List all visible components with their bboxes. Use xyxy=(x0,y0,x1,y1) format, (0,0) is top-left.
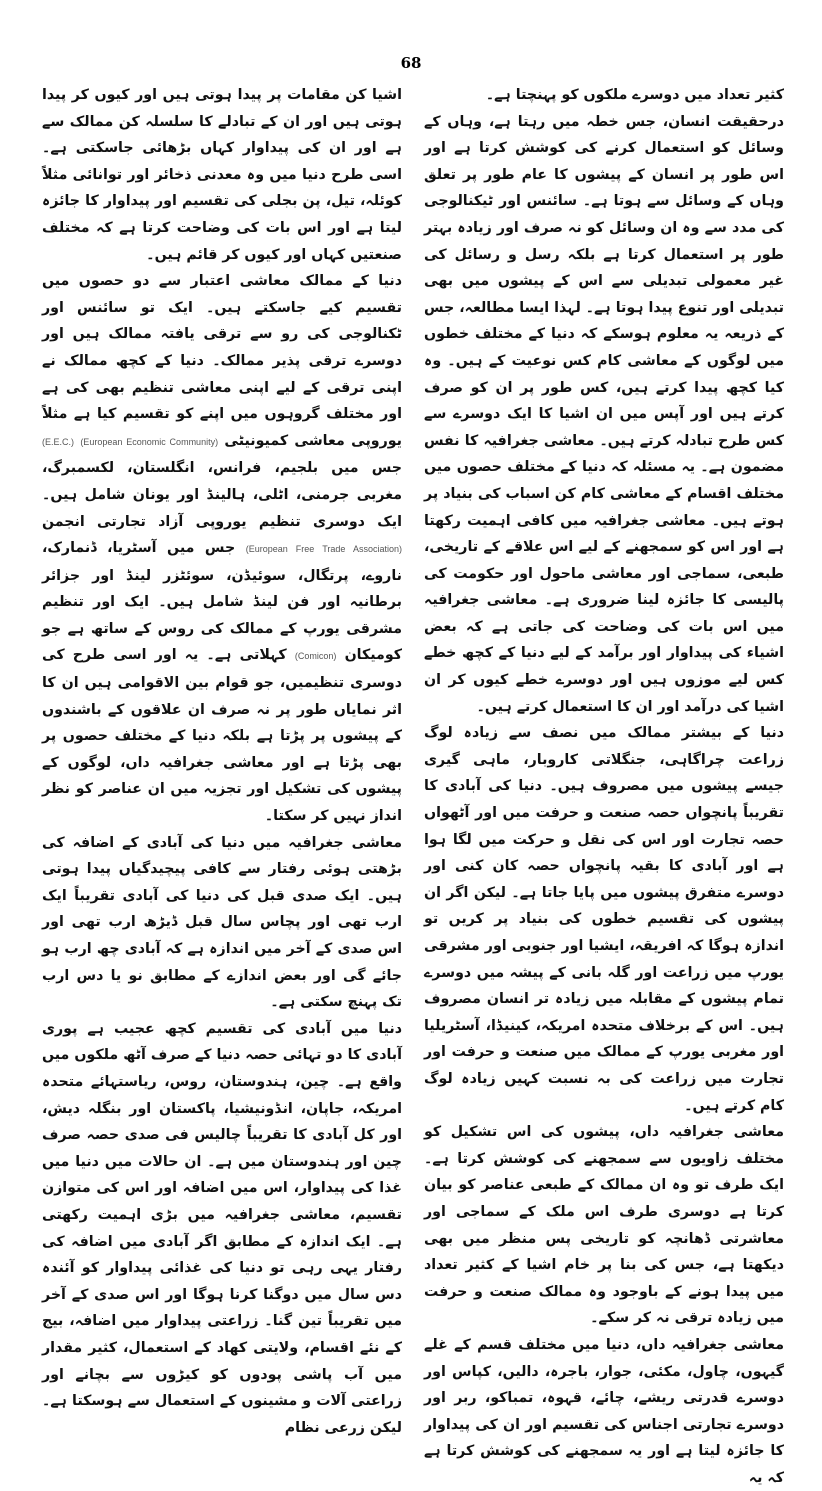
eec-full-name: (European Economic Community) xyxy=(80,436,219,447)
paragraph xyxy=(42,268,402,829)
paragraph: معاشی جغرافیہ داں، دنیا میں مختلف قسم کے غلے گیہوں، چاول، مکئی، جوار، باجرہ، دالیں، کپاس اور دوسرے قدرتی ریشے، چائے، قہوہ، تمباکو، ربر اور دوسرے تجارتی اجناس کی تقسیم اور ان کی پیداوار کا جائزہ لیتا ہے اور یہ سمجھنے کی کوشش کرتا ہے کہ یہ xyxy=(424,1336,784,1486)
paragraph-text: جس میں بلجیم، فرانس، انگلستان، لکسمبرگ، مغربی جرمنی، اٹلی، ہالینڈ اور یونان شامل ہیں۔ ایک دوسری تنظیم یوروپی آزاد تجارتی انجمن xyxy=(42,460,402,530)
paragraph: معاشی جغرافیہ داں، پیشوں کی اس تشکیل کو مختلف زاویوں سے سمجھنے کی کوشش کرتا ہے۔ ایک طرف تو وہ ان ممالک کے طبعی عناصر کو بیان کرتا ہے دوسری طرف اس ملک کے سماجی اور معاشرتی ڈھانچہ کو تاریخی پس منظر میں بھی دیکھتا ہے، جس کی بنا پر خام اشیا کے کثیر تعداد میں پیدا ہونے کے باوجود وہ ممالک صنعت و حرفت میں زیادہ ترقی نہ کر سکے۔ xyxy=(424,1124,784,1327)
paragraph: درحقیقت انسان، جس خطہ میں رہتا ہے، وہاں کے وسائل کو استعمال کرنے کی کوشش کرتا ہے اور اس طور پر انسان کے پیشوں کا عام طور پر تعلق وہاں کے وسائل سے ہوتا ہے۔ سائنس اور ٹیکنالوجی کی مدد سے وہ ان وسائل کو نہ صرف اور زیادہ بہتر طور پر استعمال کرتا ہے بلکہ رسل و رسائل کی غیر معمولی تبدیلی سے اس کے پیشوں میں بھی تبدیلی اور تنوع پیدا ہوتا ہے۔ لہذا ایسا مطالعہ، جس کے ذریعہ یہ معلوم ہوسکے کہ دنیا کے مختلف خطوں میں لوگوں کے معاشی کام کس نوعیت کے ہیں۔ وہ کیا کچھ پیدا کرتے ہیں، کس طور پر ان کو صرف کرتے ہیں اور آپس میں ان اشیا کا ایک دوسرے سے کس طرح تبادلہ کرتے ہیں۔ معاشی جغرافیہ کا نفس مضمون ہے۔ یہ مسئلہ کہ دنیا کے مختلف حصوں میں مختلف اقسام کے معاشی کام کن اسباب کی بنیاد پر ہوتے ہیں۔ معاشی جغرافیہ میں کافی اہمیت رکھتا ہے اور اس کو سمجھنے کے لیے اس علاقے کے تاریخی، طبعی، سماجی اور معاشی ماحول اور حکومت کی پالیسی کا جائزہ لینا ضروری ہے۔ معاشی جغرافیہ میں اس بات کی وضاحت کی جاتی ہے کہ بعض اشیاء کی پیداوار اور برآمد کے لیے دنیا کے کچھ خطے کس لیے موزوں ہیں اور دوسرے خطے کیوں کر ان اشیا کی درآمد اور ان کا استعمال کرتے ہیں۔ xyxy=(424,113,784,715)
paragraph: دنیا کے بیشتر ممالک میں نصف سے زیادہ لوگ زراعت چراگاہی، جنگلاتی کاروبار، ماہی گیری جیسے پیشوں میں مصروف ہیں۔ دنیا کی آبادی کا تقریباً پانچواں حصہ صنعت و حرفت میں اور آٹھواں حصہ تجارت اور اس کی نقل و حرکت میں لگا ہوا ہے اور آبادی کا بقیہ پانچواں حصہ کان کنی اور دوسرے متفرق پیشوں میں پایا جاتا ہے۔ لیکن اگر ان پیشوں کی تقسیم خطوں کی بنیاد پر کریں تو اندازہ ہوگا کہ افریقہ، ایشیا اور جنوبی اور مشرقی یورپ میں زراعت اور گلہ بانی کے پیشہ میں دوسرے تمام پیشوں کے مقابلہ میں زیادہ تر انسان مصروف ہیں۔ اس کے برخلاف متحدہ امریکہ، کینیڈا، آسٹریلیا اور مغربی یورپ کے ممالک میں صنعت و حرفت اور تجارت میں زراعت کی بہ نسبت کہیں زیادہ لوگ کام کرتے ہیں۔ xyxy=(424,725,784,1114)
paragraph-text: جس میں آسٹریا، ڈنمارک، ناروے، پرتگال، سوئیڈن، سوئٹزر لینڈ اور جزائر برطانیہ اور فن لینڈ شامل ہیں۔ ایک اور تنظیم مشرقی یورپ کے ممالک کی روس کے ساتھ ہے جو کومیکان xyxy=(42,540,402,664)
page-number: 68 xyxy=(400,54,422,72)
left-column xyxy=(42,82,402,1441)
efta-full-name: (European Free Trade Association) xyxy=(245,544,402,555)
eec-abbreviation: (E.E.C.) xyxy=(42,436,75,447)
paragraph: کثیر تعداد میں دوسرے ملکوں کو پہنچتا ہے۔ xyxy=(485,87,784,103)
paragraph: دنیا میں آبادی کی تقسیم کچھ عجیب ہے پوری آبادی کا دو تہائی حصہ دنیا کے صرف آٹھ ملکوں میں واقع ہے۔ چین، ہندوستان، روس، ریاستہائے متحدہ امریکہ، جاپان، انڈونیشیا، پاکستان اور بنگلہ دیش، اور کل آبادی کا تقریباً چالیس فی صدی حصہ صرف چین اور ہندوستان میں ہے۔ ان حالات میں دنیا میں غذا کی پیداوار، اس میں اضافہ اور اس کی متوازن تقسیم، معاشی جغرافیہ میں بڑی اہمیت رکھتی ہے۔ ایک اندازہ کے مطابق اگر آبادی میں اضافہ کی رفتار یہی رہی تو دنیا کی غذائی پیداوار کو آئندہ دس سال میں دوگنا کرنا ہوگا اور اس صدی کے آخر میں تقریباً تین گنا۔ زراعتی پیداوار میں اضافہ، بیج کے نئے اقسام، ولایتی کھاد کے استعمال، کثیر مقدار میں آب پاشی پودوں کو کیڑوں سے بچانے اور زراعتی آلات و مشینوں کے استعمال سے ہوسکتا ہے۔ لیکن زرعی نظام xyxy=(42,1020,402,1436)
paragraph-text: دنیا کے ممالک معاشی اعتبار سے دو حصوں میں تقسیم کیے جاسکتے ہیں۔ ایک تو سائنس اور ٹکنالوجی کی رو سے ترقی یافتہ ممالک ہیں اور دوسرے ترقی پذیر ممالک۔ دنیا کے کچھ ممالک نے اپنی ترقی کے لیے اپنی معاشی تنظیم بھی کی ہے اور مختلف گروہوں میں اپنے کو تقسیم کیا ہے مثلاً یوروپی معاشی کمیونیٹی xyxy=(42,273,402,449)
right-column xyxy=(424,82,784,1491)
paragraph: اشیا کن مقامات پر پیدا ہوتی ہیں اور کیوں کر پیدا ہوتی ہیں اور ان کے تبادلے کا سلسلہ کن ممالک سے ہے اور ان کی پیداوار کہاں بڑھائی جاسکتی ہے۔ اسی طرح دنیا میں وہ معدنی ذخائر اور توانائی مثلاً کوئلہ، تیل، پن بجلی کی تقسیم اور پیداوار کا جائزہ لیتا ہے اور اس بات کی وضاحت کرتا ہے کہ مختلف صنعتیں کہاں اور کیوں کر قائم ہیں۔ xyxy=(42,87,402,263)
paragraph: معاشی جغرافیہ میں دنیا کی آبادی کے اضافہ کی بڑھتی ہوئی رفتار سے کافی پیچیدگیاں پیدا ہوتی ہیں۔ ایک صدی قبل کی دنیا کی آبادی تقریباً ایک ارب تھی اور پچاس سال قبل ڈیڑھ ارب تھی اور اس صدی کے آخر میں اندازہ ہے کہ آبادی چھ ارب ہو جائے گی اور بعض اندازے کے مطابق نو یا دس ارب تک پہنچ سکتی ہے۔ xyxy=(42,834,402,1011)
paragraph-text: کہلاتی ہے۔ یہ اور اسی طرح کی دوسری تنظیمیں، جو قوام بین الاقوامی ہیں ان کا اثر نمایاں طور پر نہ صرف ان علاقوں کے باشندوں کے پیشوں پر پڑتا ہے بلکہ دنیا کے مختلف حصوں پر بھی پڑتا ہے اور معاشی جغرافیہ داں، لوگوں کے پیشوں کی تشکیل اور تجزیہ میں ان عناصر کو نظر انداز نہیں کر سکتا۔ xyxy=(42,647,402,825)
comicon-name: (Comicon) xyxy=(294,651,337,662)
